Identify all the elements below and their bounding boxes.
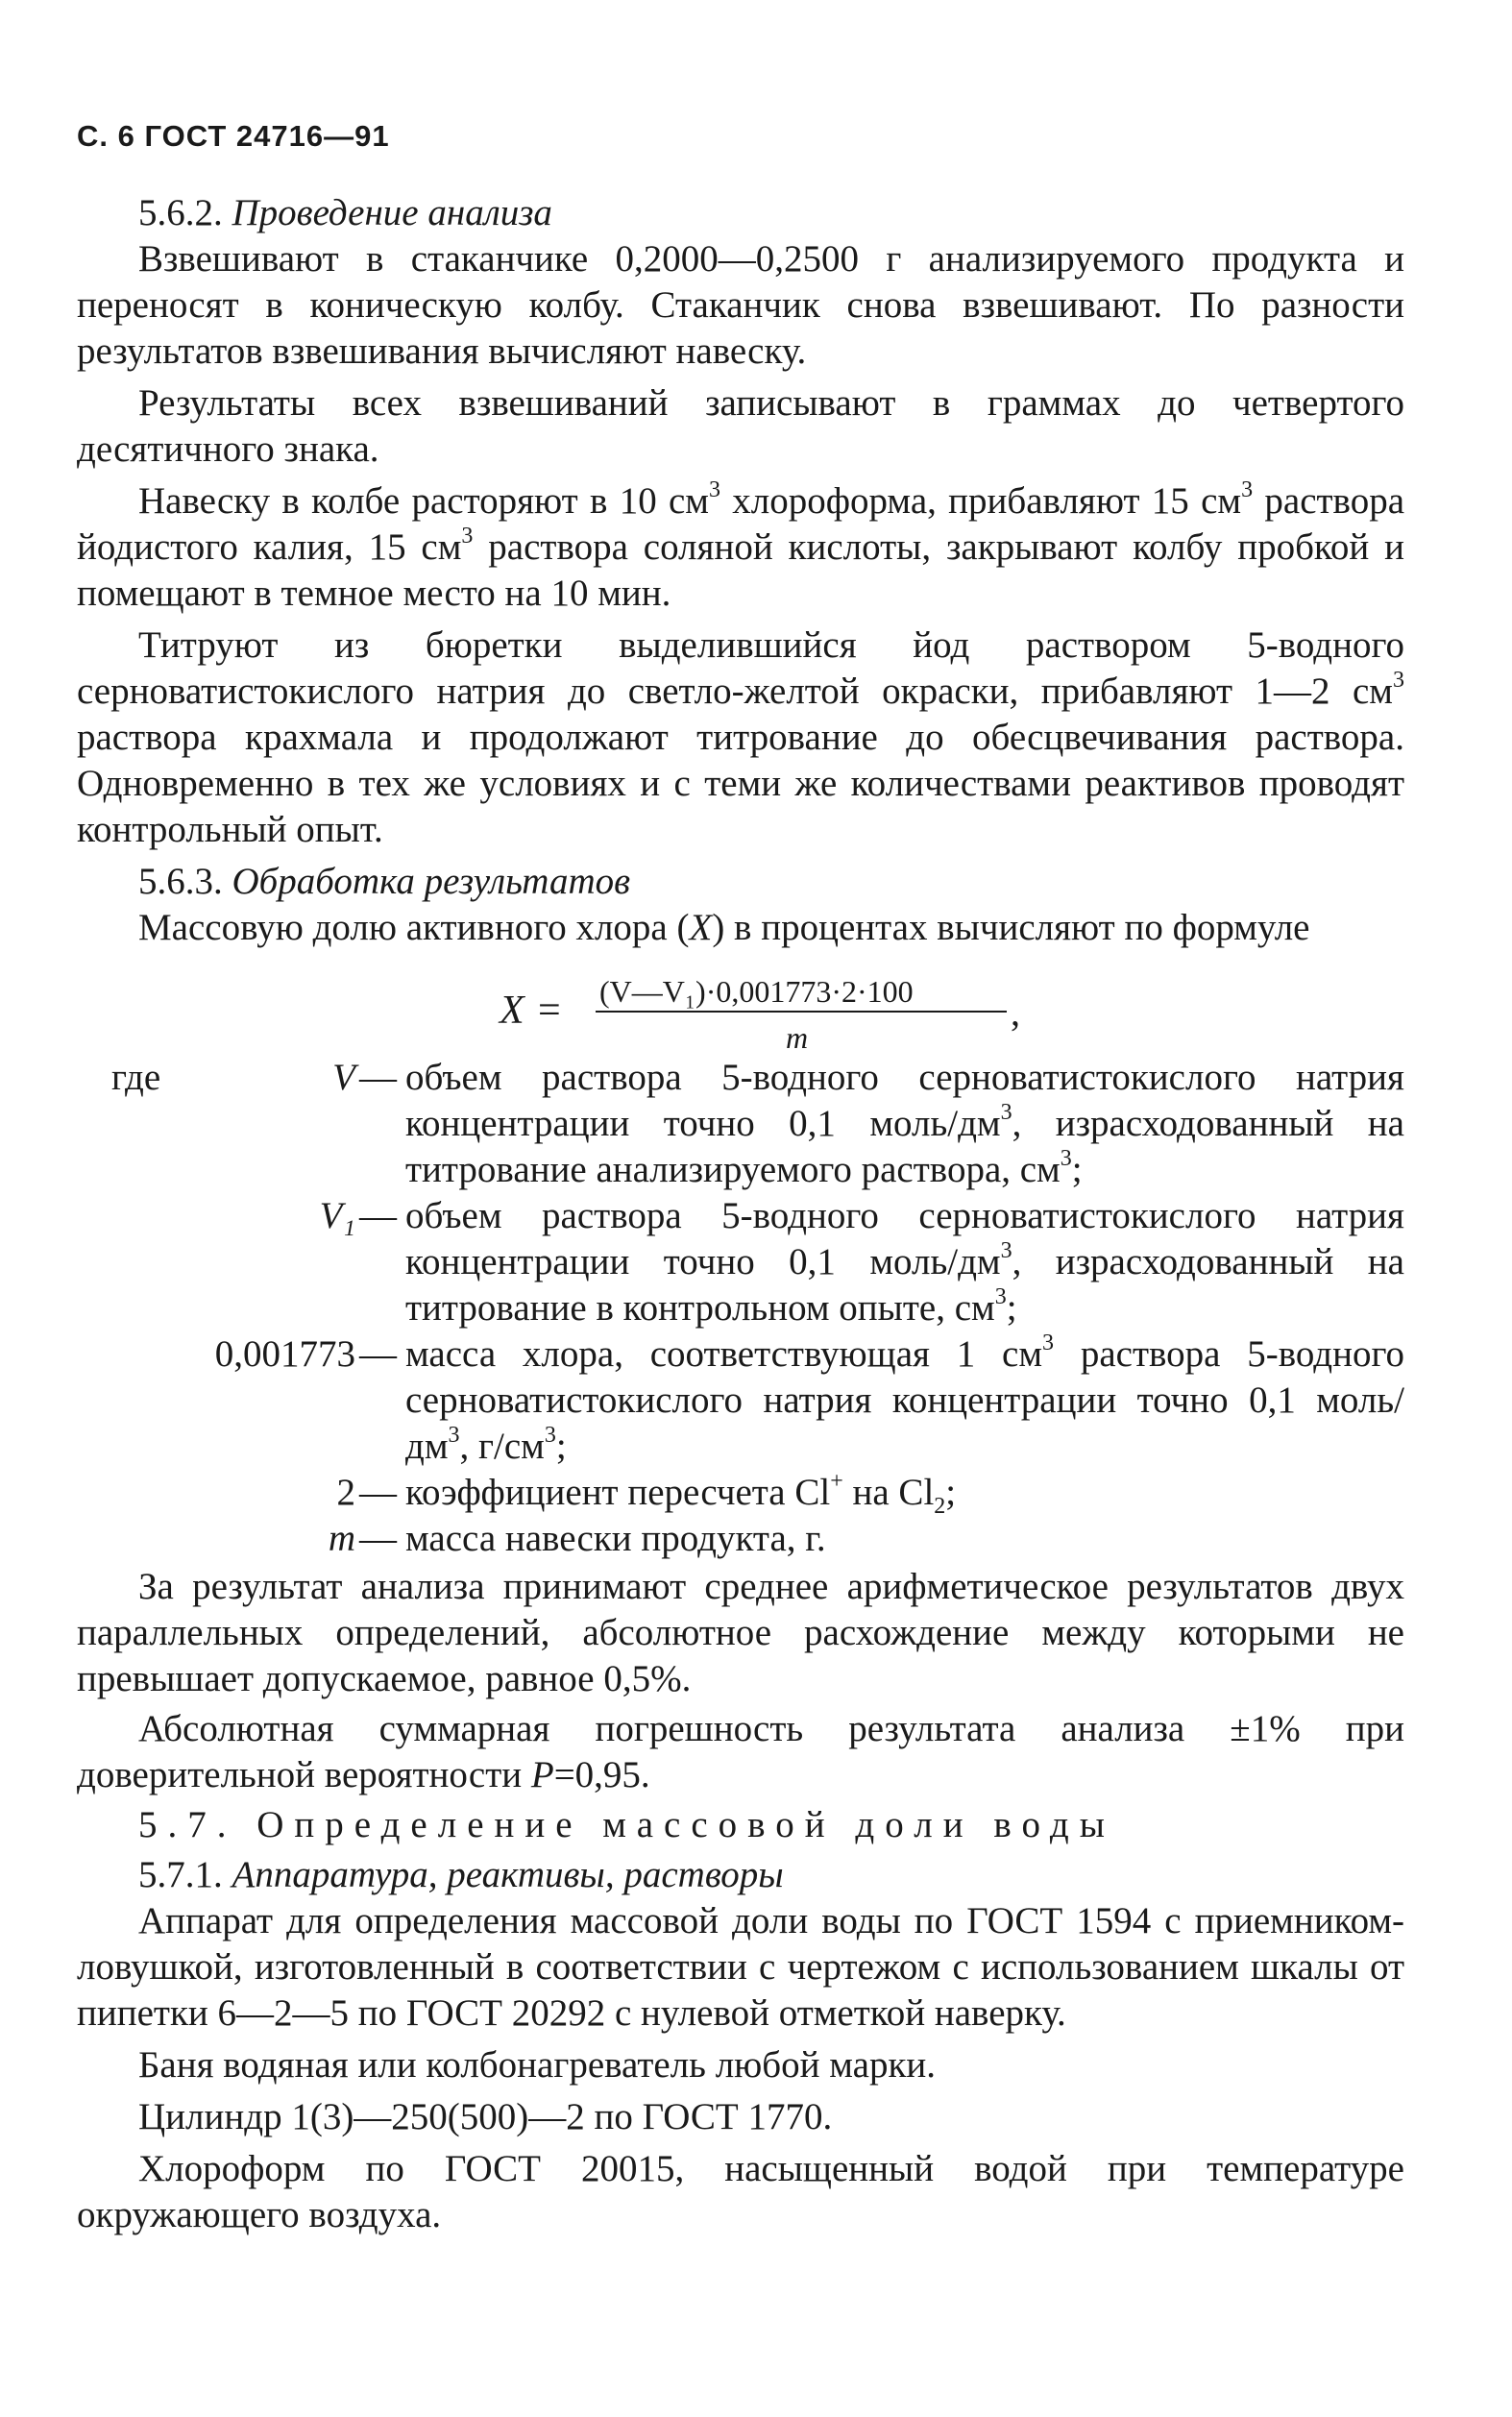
text-run: , израсходованный на титрование анализируемого раствора, см xyxy=(405,1103,1404,1190)
definition-dash: — xyxy=(359,1472,397,1513)
text-run: масса хлора, соответствующая 1 см xyxy=(405,1333,1043,1375)
paragraph: Баня водяная или колбонагреватель любой марки. xyxy=(138,2044,937,2086)
superscript: 3 xyxy=(1042,1331,1055,1355)
running-head: С. 6 ГОСТ 24716—91 xyxy=(77,119,390,153)
paragraph: Результаты всех взвешиваний записывают в граммах до четвертого десятичного знака. xyxy=(77,382,1404,470)
paragraph: Хлороформ по ГОСТ 20015, насыщенный водой при температуре окружающего воздуха. xyxy=(77,2148,1404,2235)
section-number: 5.7.1. xyxy=(138,1854,223,1895)
text-run: хлороформа, прибавляют 15 см xyxy=(719,480,1242,522)
paragraph: Взвешивают в стаканчике 0,2000—0,2500 г анализируемого продукта и переносят в коническую колбу. Стаканчик снова взвешивают. По разности результатов взвешивания вычисляют навеску. xyxy=(77,238,1404,372)
definition-dash: — xyxy=(359,1195,397,1236)
formula-numerator: (V—V₁)·0,001773·2·100 xyxy=(599,974,914,1009)
definition-text xyxy=(405,1469,1404,1519)
section-title: 5.7. Определение массовой доли воды xyxy=(138,1804,1115,1845)
superscript: 3 xyxy=(544,1423,556,1448)
definition-symbol: 0,001773 xyxy=(214,1333,355,1375)
formula-lhs: X xyxy=(500,989,524,1033)
definition-symbol: m xyxy=(328,1518,355,1559)
text-run: =0,95. xyxy=(553,1754,650,1795)
text-run: Навеску в колбе расторяют в 10 см xyxy=(138,480,709,522)
variable: X xyxy=(689,907,713,948)
section-heading-5-7 xyxy=(77,1802,1404,1848)
text-run: ) в процентах вычисляют по формуле xyxy=(712,907,1310,948)
superscript: 3 xyxy=(448,1423,460,1448)
text-run: , г/см xyxy=(459,1426,545,1467)
section-5-6-2 xyxy=(77,190,1404,951)
text-run: раствора крахмала и продолжают титрование до обесцвечивания раствора. Одновременно в тех же условиях и с теми же количествами реактивов проводят контрольный опыт. xyxy=(77,717,1404,850)
subscript: 2 xyxy=(934,1493,946,1519)
text-run: на Cl xyxy=(842,1472,935,1513)
definition-dash: — xyxy=(359,1518,397,1559)
paragraph xyxy=(77,905,1404,951)
section-title: Обработка результатов xyxy=(232,861,631,902)
fraction-bar xyxy=(596,1011,1007,1013)
section-heading xyxy=(77,190,1404,236)
superscript: 3 xyxy=(1393,668,1404,693)
section-number: 5.6.3. xyxy=(138,861,223,902)
definition-text: масса навески продукта, г. xyxy=(405,1518,826,1559)
formula-equals: = xyxy=(538,989,561,1033)
section-heading xyxy=(77,1852,1404,1898)
text-run: Титруют из бюретки выделившийся йод раствором 5-водного серноватистокислого натрия до светло-желтой окраски, прибавляют 1—2 см xyxy=(77,624,1404,712)
paragraph: За результат анализа принимают среднее арифметическое результатов двух параллельных определений, абсолютное расхождение между которыми не превышает допускаемое, равное 0,5%. xyxy=(77,1566,1404,1699)
definition-text xyxy=(405,1331,1404,1470)
section-heading xyxy=(77,859,1404,905)
paragraph xyxy=(77,623,1404,853)
definition-dash: — xyxy=(359,1057,397,1098)
text-run: Абсолютная суммарная погрешность результата анализа ±1% при доверительной вероятности xyxy=(77,1708,1404,1795)
formula xyxy=(500,968,1037,1055)
superscript: 3 xyxy=(1000,1238,1012,1263)
paragraph: Аппарат для определения массовой доли воды по ГОСТ 1594 с приемником-ловушкой, изготовленный в соответствии с чертежом с использованием шкалы от пипетки 6—2—5 по ГОСТ 20292 с нулевой отметкой наверку. xyxy=(77,1900,1404,2034)
definition-symbol: V₁ xyxy=(319,1195,355,1236)
text-run: ; xyxy=(945,1472,957,1513)
text-run: объем раствора 5-водного серноватистокислого натрия концентрации точно 0,1 моль/дм xyxy=(405,1057,1404,1144)
superscript: 3 xyxy=(461,524,474,549)
text-run: раствора йодистого калия, 15 см xyxy=(77,480,1404,568)
text-run: Массовую долю активного хлора ( xyxy=(138,907,690,948)
text-run: ; xyxy=(1071,1149,1083,1190)
definition-symbol: 2 xyxy=(336,1472,355,1513)
definition-text xyxy=(405,1055,1404,1193)
paragraph xyxy=(77,478,1404,617)
definition-text xyxy=(405,1193,1404,1331)
text-run: ; xyxy=(555,1426,567,1467)
definition-dash: — xyxy=(359,1333,397,1375)
superscript: 3 xyxy=(708,477,720,502)
text-run: раствора соляной кислоты, закрывают колбу пробкой и помещают в темное место на 10 мин. xyxy=(77,526,1404,614)
text-run: ; xyxy=(1006,1287,1017,1329)
formula-denominator: m xyxy=(786,1020,809,1055)
variable: P xyxy=(530,1754,554,1795)
superscript: 3 xyxy=(1000,1100,1012,1125)
where-label: где xyxy=(111,1057,161,1098)
paragraph: Цилиндр 1(3)—250(500)—2 по ГОСТ 1770. xyxy=(138,2096,833,2137)
superscript: + xyxy=(830,1469,843,1494)
text-run: , израсходованный на титрование в контрольном опыте, см xyxy=(405,1241,1404,1329)
formula-comma: , xyxy=(1011,990,1020,1034)
section-title: Проведение анализа xyxy=(232,192,552,233)
section-results xyxy=(77,1564,1404,2238)
text-run: коэффициент пересчета Cl xyxy=(405,1472,831,1513)
definition-symbol: V xyxy=(332,1057,355,1098)
text-run: раствора 5-водного серноватистокислого натрия концентрации точно 0,1 моль/дм xyxy=(405,1333,1404,1467)
section-title: Аппаратура, реактивы, растворы xyxy=(232,1854,784,1895)
superscript: 3 xyxy=(1060,1146,1072,1171)
section-number: 5.6.2. xyxy=(138,192,223,233)
text-run: объем раствора 5-водного серноватистокислого натрия концентрации точно 0,1 моль/дм xyxy=(405,1195,1404,1282)
superscript: 3 xyxy=(994,1284,1007,1309)
paragraph xyxy=(77,1706,1404,1798)
superscript: 3 xyxy=(1241,477,1254,502)
